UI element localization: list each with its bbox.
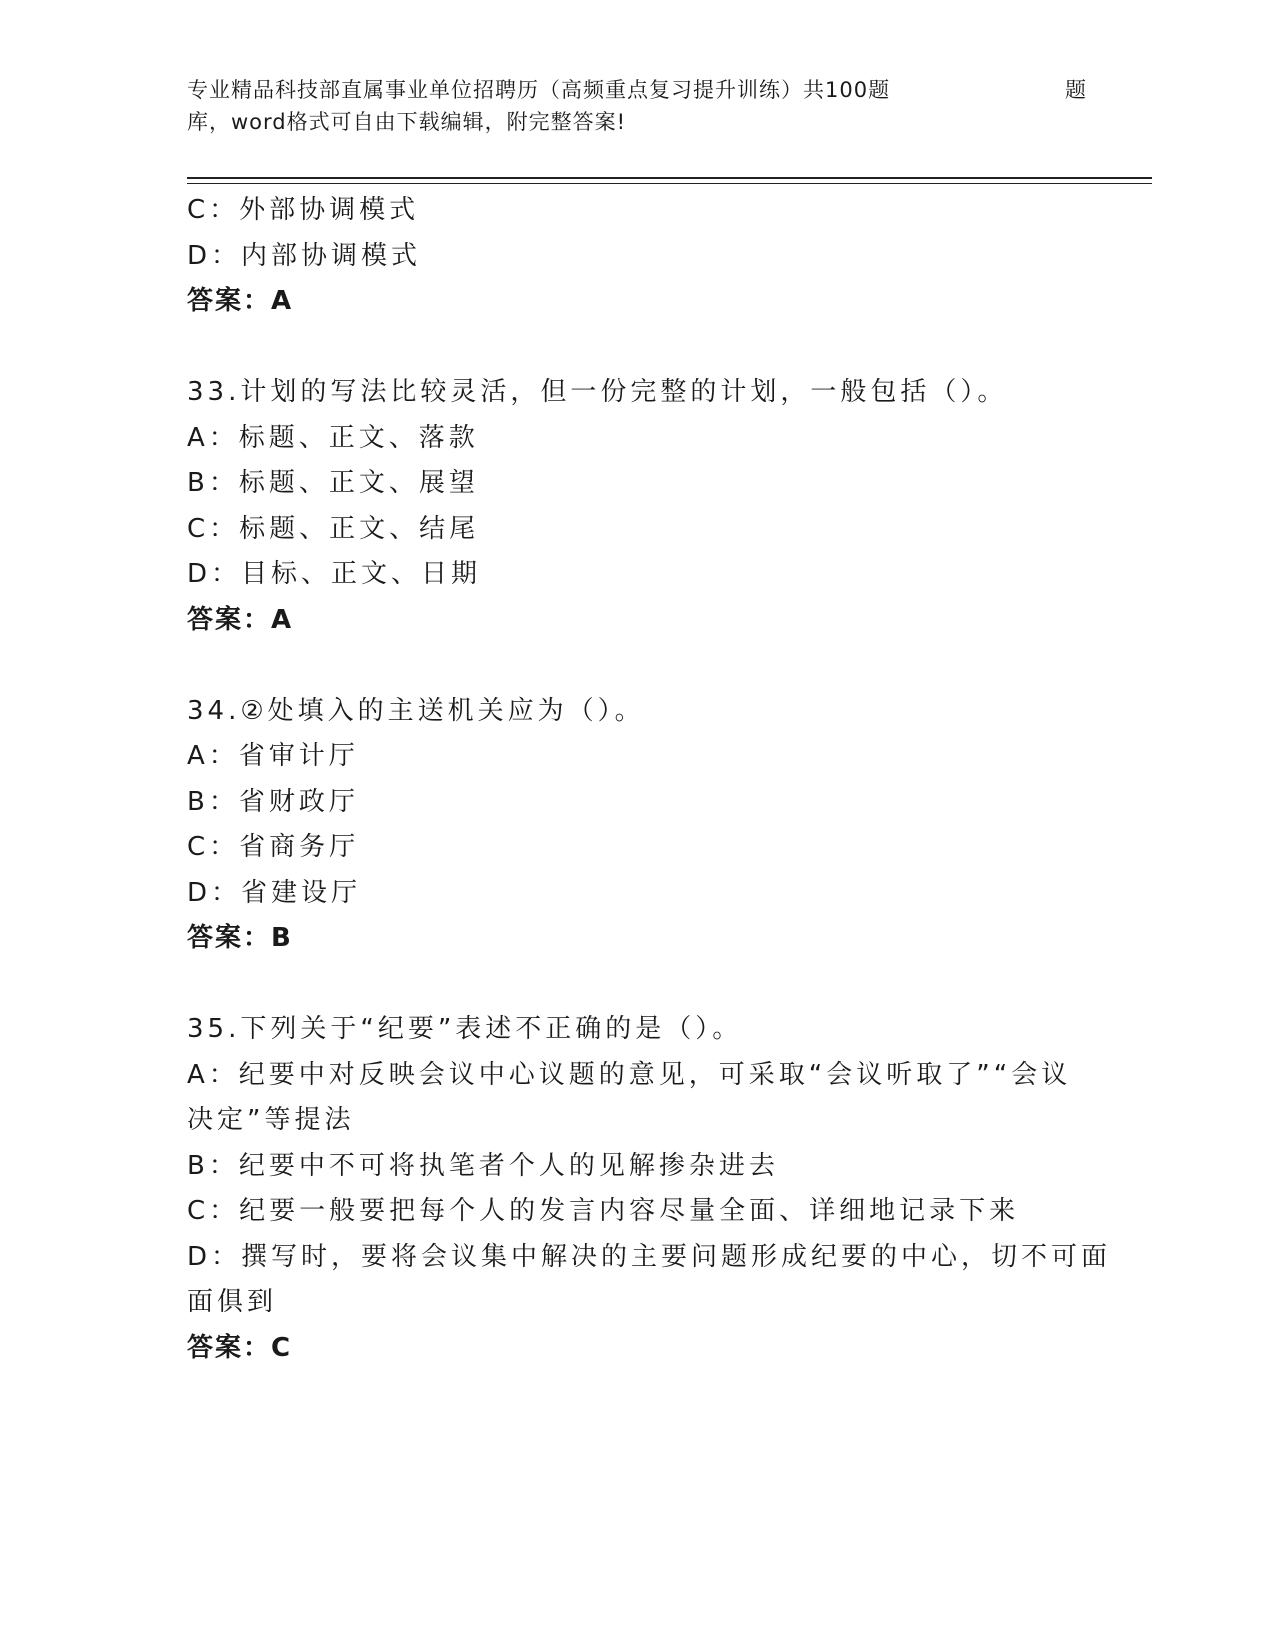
- answer-line: 答案：A: [187, 604, 294, 635]
- option-c: C：省商务厅: [187, 832, 360, 862]
- answer-line: 答案：C: [187, 1332, 293, 1363]
- question-stem: 34.②处填入的主送机关应为（）。: [187, 695, 645, 726]
- option-c: C：标题、正文、结尾: [187, 513, 480, 544]
- document-header: [187, 74, 1087, 138]
- question-stem: 35.下列关于“纪要”表述不正确的是（）。: [187, 1014, 743, 1044]
- answer-line: 答案：A: [187, 286, 294, 316]
- option-b: B：标题、正文、展望: [187, 468, 479, 498]
- spacer: [187, 962, 1087, 1008]
- option-a-continued: 决定”等提法: [187, 1105, 355, 1135]
- option-d-continued: 面俱到: [187, 1287, 278, 1317]
- header-line-2: 库，word格式可自由下载编辑，附完整答案!: [187, 110, 627, 134]
- option-a: A：省审计厅: [187, 741, 359, 771]
- question-34: [187, 689, 1087, 962]
- option-b: B：省财政厅: [187, 786, 359, 817]
- option-d: D：撰写时，要将会议集中解决的主要问题形成纪要的中心，切不可面: [187, 1241, 1112, 1272]
- header-line-1: [187, 74, 1087, 106]
- spacer: [187, 325, 1087, 371]
- header-title: 专业精品科技部直属事业单位招聘历（高频重点复习提升训练）共100题: [187, 78, 891, 102]
- question-35: [187, 1007, 1112, 1371]
- previous-question-tail: [187, 188, 1087, 325]
- header-rule-thin: [187, 183, 1152, 184]
- option-d: D：省建设厅: [187, 877, 362, 908]
- spacer: [187, 643, 1087, 689]
- answer-line: 答案：B: [187, 923, 293, 953]
- option-c: C：外部协调模式: [187, 195, 420, 225]
- header-rule-thick: [187, 177, 1152, 179]
- option-c: C：纪要一般要把每个人的发言内容尽量全面、详细地记录下来: [187, 1196, 1020, 1226]
- header-title-tail: 题: [1065, 78, 1087, 102]
- option-a: A：纪要中对反映会议中心议题的意见，可采取“会议听取了”“会议: [187, 1059, 1072, 1090]
- option-a: A：标题、正文、落款: [187, 422, 479, 453]
- question-33: [187, 370, 1087, 643]
- question-stem: 33.计划的写法比较灵活，但一份完整的计划，一般包括（）。: [187, 377, 1008, 407]
- question-content: [187, 188, 1112, 1371]
- option-d: D：内部协调模式: [187, 240, 422, 271]
- option-b: B：纪要中不可将执笔者个人的见解掺杂进去: [187, 1150, 779, 1181]
- option-d: D：目标、正文、日期: [187, 559, 482, 589]
